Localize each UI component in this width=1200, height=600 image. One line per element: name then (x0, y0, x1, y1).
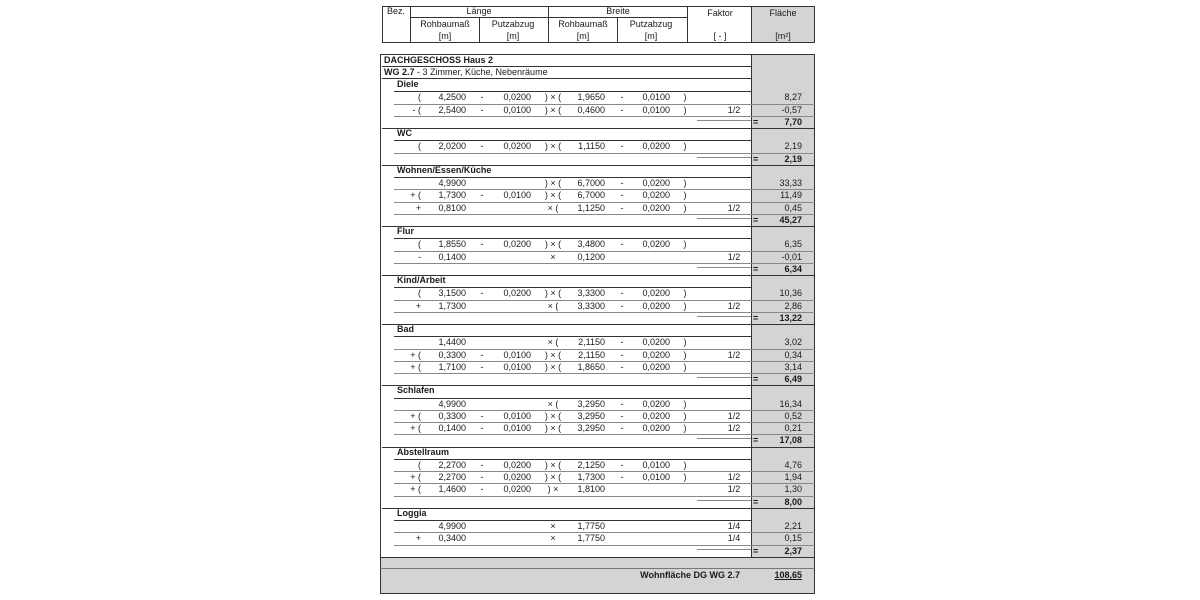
width-putzabzug: 0,0200 (642, 349, 670, 360)
header-breite-rohbaumass: Rohbaumaß (558, 19, 608, 29)
table-left-border (380, 54, 381, 593)
multiply-sign: ) × ( (544, 92, 562, 103)
equals-sign: = (753, 312, 759, 323)
area-value: 3,02 (784, 337, 802, 348)
length-rohbaumass: 4,9900 (438, 178, 466, 188)
factor-value: 1/4 (727, 521, 741, 531)
room-total: 17,08 (779, 435, 802, 446)
factor-subline (697, 120, 751, 121)
width-minus: - (620, 190, 624, 201)
area-value: 2,19 (784, 141, 802, 152)
room-name: Kind/Arbeit (397, 275, 446, 285)
area-value: -0,01 (781, 251, 802, 262)
area-value: 10,36 (779, 288, 802, 299)
width-rohbaumass: 1,7300 (577, 472, 605, 482)
width-minus: - (620, 178, 624, 188)
area-value: 8,27 (784, 92, 802, 103)
header-vline (410, 6, 411, 43)
line-operator: + ( (410, 484, 421, 495)
width-rohbaumass: 2,1250 (577, 459, 605, 470)
room-total: 8,00 (784, 496, 802, 507)
length-putzabzug: 0,0100 (503, 190, 531, 201)
width-minus: - (620, 239, 624, 250)
multiply-sign: ) × ( (544, 288, 562, 299)
line-divider (394, 373, 815, 374)
room-total: 6,34 (784, 263, 802, 274)
width-putzabzug: 0,0100 (642, 472, 670, 482)
multiply-sign: × ( (547, 300, 559, 311)
length-rohbaumass: 4,2500 (438, 92, 466, 103)
length-minus: - (480, 459, 484, 470)
multiply-sign: ) × ( (544, 472, 562, 482)
room-total: 13,22 (779, 312, 802, 323)
width-close-paren: ) (683, 104, 687, 115)
width-putzabzug: 0,0200 (642, 423, 670, 433)
table-bottom-border (380, 593, 815, 594)
equals-sign: = (753, 214, 759, 225)
width-putzabzug: 0,0200 (642, 361, 670, 372)
room-total: 45,27 (779, 214, 802, 225)
width-close-paren: ) (683, 141, 687, 152)
width-close-paren: ) (683, 361, 687, 372)
section-title: DACHGESCHOSS Haus 2 (384, 55, 494, 65)
length-minus: - (480, 104, 484, 115)
multiply-sign: ) × ( (544, 104, 562, 115)
length-putzabzug: 0,0200 (503, 288, 531, 299)
room-total: 6,49 (784, 374, 802, 384)
room-total: 2,19 (784, 153, 802, 164)
width-close-paren: ) (683, 300, 687, 311)
width-rohbaumass: 6,7000 (577, 178, 605, 188)
length-rohbaumass: 3,1500 (438, 288, 466, 299)
length-minus: - (480, 141, 484, 152)
multiply-sign: × ( (547, 337, 559, 348)
length-rohbaumass: 1,4400 (438, 337, 466, 348)
unit-title-border (382, 78, 752, 79)
width-close-paren: ) (683, 190, 687, 201)
line-divider (394, 116, 815, 117)
room-bottom-border (382, 557, 815, 558)
area-value: 0,34 (784, 349, 802, 360)
width-rohbaumass: 2,1150 (578, 337, 605, 348)
length-putzabzug: 0,0200 (503, 459, 531, 470)
line-operator: + ( (410, 190, 421, 201)
line-divider (394, 312, 815, 313)
room-bottom-border (382, 128, 815, 129)
unit-code: WG 2.7 (384, 67, 415, 77)
length-rohbaumass: 4,9900 (438, 398, 466, 409)
multiply-sign: ) × ( (544, 141, 562, 152)
line-operator: + ( (410, 423, 421, 433)
header-vline (751, 6, 752, 43)
length-rohbaumass: 1,8550 (438, 239, 466, 250)
header-laenge-putzabzug: Putzabzug (491, 19, 535, 29)
width-minus: - (620, 398, 624, 409)
equals-sign: = (753, 153, 759, 164)
area-value: 0,21 (784, 423, 802, 433)
footer-mid-border (380, 568, 815, 569)
length-rohbaumass: 0,8100 (438, 202, 466, 213)
width-close-paren: ) (683, 459, 687, 470)
width-putzabzug: 0,0200 (642, 288, 670, 299)
factor-subline (697, 377, 751, 378)
area-value: 1,30 (784, 484, 802, 495)
length-putzabzug: 0,0100 (503, 361, 531, 372)
width-rohbaumass: 3,2950 (577, 410, 605, 421)
width-close-paren: ) (683, 92, 687, 103)
width-putzabzug: 0,0200 (642, 239, 670, 250)
width-close-paren: ) (683, 337, 687, 348)
width-minus: - (620, 337, 624, 348)
area-value: 11,49 (780, 190, 802, 201)
width-rohbaumass: 2,1150 (578, 349, 605, 360)
width-rohbaumass: 3,4800 (577, 239, 605, 250)
length-minus: - (480, 361, 484, 372)
room-name: Abstellraum (397, 446, 450, 457)
width-rohbaumass: 3,2950 (577, 423, 605, 433)
multiply-sign: ) × ( (544, 178, 562, 188)
width-close-paren: ) (683, 178, 687, 188)
width-rohbaumass: 1,8650 (577, 361, 605, 372)
length-rohbaumass: 0,3300 (438, 410, 466, 421)
width-putzabzug: 0,0200 (642, 300, 670, 311)
header-vline (687, 6, 688, 43)
footer-label: Wohnfläche DG WG 2.7 (640, 570, 740, 580)
header-unit-m: [m] (576, 31, 590, 41)
room-name: Wohnen/Essen/Küche (397, 164, 492, 175)
factor-value: 1/2 (727, 104, 741, 115)
header-breite-putzabzug: Putzabzug (629, 19, 673, 29)
length-minus: - (480, 472, 484, 482)
room-bottom-border (382, 324, 815, 325)
room-name: WC (397, 128, 412, 138)
width-rohbaumass: 3,3300 (577, 300, 605, 311)
factor-value: 1/2 (727, 349, 741, 360)
area-column-divider (751, 54, 752, 557)
width-rohbaumass: 1,1150 (578, 141, 605, 152)
length-rohbaumass: 4,9900 (438, 521, 466, 531)
factor-subline (697, 316, 751, 317)
width-minus: - (620, 361, 624, 372)
header-unit-m: [m] (438, 31, 452, 41)
area-value: 2,86 (784, 300, 802, 311)
factor-subline (697, 438, 751, 439)
length-minus: - (480, 92, 484, 103)
factor-value: 1/4 (727, 533, 741, 544)
multiply-sign: × (550, 533, 556, 544)
room-name: Flur (397, 226, 414, 236)
line-operator: - (418, 251, 421, 262)
header-mid-border (410, 17, 688, 18)
width-putzabzug: 0,0100 (642, 104, 670, 115)
line-operator: ( (418, 288, 421, 299)
length-putzabzug: 0,0200 (503, 472, 531, 482)
line-operator: ( (418, 459, 421, 470)
width-putzabzug: 0,0200 (642, 141, 670, 152)
multiply-sign: ) × ( (544, 239, 562, 250)
line-operator: + ( (410, 349, 421, 360)
length-putzabzug: 0,0100 (503, 410, 531, 421)
equals-sign: = (753, 435, 759, 446)
header-vline (617, 17, 618, 43)
width-minus: - (620, 92, 624, 103)
width-minus: - (620, 349, 624, 360)
header-unit-m: [m] (644, 31, 658, 41)
length-putzabzug: 0,0200 (503, 92, 531, 103)
width-putzabzug: 0,0200 (642, 337, 670, 348)
header-unit-factor: [ - ] (713, 31, 727, 41)
header-bez: Bez. (386, 6, 406, 16)
width-minus: - (620, 410, 624, 421)
factor-subline (697, 549, 751, 550)
width-minus: - (620, 141, 624, 152)
length-rohbaumass: 2,0200 (438, 141, 466, 152)
width-rohbaumass: 3,3300 (577, 288, 605, 299)
factor-subline (697, 267, 751, 268)
length-minus: - (480, 423, 484, 433)
length-rohbaumass: 0,3400 (438, 533, 466, 544)
factor-value: 1/2 (727, 251, 741, 262)
width-close-paren: ) (683, 410, 687, 421)
equals-sign: = (753, 374, 759, 384)
length-minus: - (480, 410, 484, 421)
header-flaeche: Fläche (769, 8, 797, 18)
equals-sign: = (753, 545, 759, 556)
multiply-sign: × (550, 251, 556, 262)
width-rohbaumass: 1,9650 (577, 92, 605, 103)
length-rohbaumass: 2,2700 (438, 472, 466, 482)
equals-sign: = (753, 263, 759, 274)
room-name: Bad (397, 324, 415, 334)
header-vline (814, 6, 815, 43)
equals-sign: = (753, 496, 759, 507)
footer-shade (380, 557, 815, 593)
header-faktor: Faktor (707, 8, 733, 18)
width-rohbaumass: 1,8100 (577, 484, 605, 495)
room-total: 7,70 (784, 116, 802, 127)
width-close-paren: ) (683, 349, 687, 360)
width-putzabzug: 0,0200 (642, 202, 670, 213)
multiply-sign: ) × ( (544, 361, 562, 372)
room-bottom-border (382, 275, 815, 276)
line-operator: + (415, 202, 421, 213)
area-value: 1,94 (784, 472, 802, 482)
header-unit-m2: [m²] (775, 31, 791, 41)
area-value: 16,34 (779, 398, 802, 409)
line-operator: - ( (412, 104, 421, 115)
factor-subline (697, 218, 751, 219)
header-vline (382, 6, 383, 43)
length-putzabzug: 0,0200 (503, 484, 531, 495)
factor-value: 1/2 (727, 484, 741, 495)
line-operator: ( (418, 141, 421, 152)
width-minus: - (620, 300, 624, 311)
factor-subline (697, 500, 751, 501)
area-value: 0,45 (784, 202, 802, 213)
header-laenge-rohbaumass: Rohbaumaß (420, 19, 470, 29)
width-minus: - (620, 472, 624, 482)
line-operator: + ( (410, 410, 421, 421)
width-rohbaumass: 0,1200 (577, 251, 605, 262)
area-column-shade (752, 55, 814, 557)
area-value: 6,35 (784, 239, 802, 250)
width-close-paren: ) (683, 202, 687, 213)
length-rohbaumass: 0,3300 (438, 349, 466, 360)
width-minus: - (620, 104, 624, 115)
line-divider (394, 434, 815, 435)
length-rohbaumass: 1,7300 (438, 190, 466, 201)
width-minus: - (620, 288, 624, 299)
factor-subline (697, 157, 751, 158)
width-putzabzug: 0,0200 (642, 178, 670, 188)
multiply-sign: ) × ( (544, 349, 562, 360)
width-minus: - (620, 202, 624, 213)
length-minus: - (480, 190, 484, 201)
header-breite: Breite (606, 6, 630, 16)
multiply-sign: × ( (547, 202, 559, 213)
factor-value: 1/2 (727, 410, 741, 421)
multiply-sign: ) × (547, 484, 559, 495)
room-name: Loggia (397, 507, 427, 518)
width-rohbaumass: 3,2950 (577, 398, 605, 409)
width-putzabzug: 0,0100 (642, 92, 670, 103)
length-putzabzug: 0,0100 (503, 349, 531, 360)
width-close-paren: ) (683, 398, 687, 409)
room-total: 2,37 (784, 545, 802, 556)
header-vline (548, 6, 549, 43)
width-rohbaumass: 1,1250 (577, 202, 605, 213)
width-close-paren: ) (683, 472, 687, 482)
width-close-paren: ) (683, 288, 687, 299)
width-putzabzug: 0,0200 (642, 398, 670, 409)
room-name: Diele (397, 79, 419, 89)
room-bottom-border (382, 226, 815, 227)
width-minus: - (620, 459, 624, 470)
room-bottom-border (382, 508, 815, 509)
room-name: Schlafen (397, 385, 435, 396)
area-value: 2,21 (784, 521, 802, 531)
width-rohbaumass: 6,7000 (577, 190, 605, 201)
factor-value: 1/2 (727, 423, 741, 433)
area-value: 3,14 (784, 361, 802, 372)
footer-total-value: 108,65 (774, 570, 802, 580)
header-unit-m: [m] (506, 31, 520, 41)
line-operator: + ( (410, 361, 421, 372)
header-laenge: Länge (466, 6, 492, 16)
equals-sign: = (753, 116, 759, 127)
width-putzabzug: 0,0200 (642, 410, 670, 421)
multiply-sign: ) × ( (544, 423, 562, 433)
multiply-sign: × ( (547, 398, 559, 409)
length-rohbaumass: 0,1400 (438, 251, 466, 262)
length-rohbaumass: 2,2700 (438, 459, 466, 470)
width-minus: - (620, 423, 624, 433)
line-divider (394, 263, 815, 264)
width-putzabzug: 0,0200 (642, 190, 670, 201)
area-value: 4,76 (784, 459, 802, 470)
unit-title (384, 67, 548, 78)
length-rohbaumass: 1,7300 (438, 300, 466, 311)
line-operator: ( (418, 239, 421, 250)
multiply-sign: × (550, 521, 556, 531)
length-putzabzug: 0,0200 (503, 141, 531, 152)
length-minus: - (480, 288, 484, 299)
length-rohbaumass: 1,4600 (438, 484, 466, 495)
factor-value: 1/2 (727, 472, 741, 482)
length-minus: - (480, 239, 484, 250)
line-operator: + (415, 300, 421, 311)
area-value: 0,15 (784, 533, 802, 544)
length-minus: - (480, 349, 484, 360)
line-operator: + ( (410, 472, 421, 482)
width-rohbaumass: 1,7750 (577, 521, 605, 531)
width-close-paren: ) (683, 423, 687, 433)
room-bottom-border (382, 385, 815, 386)
width-rohbaumass: 0,4600 (577, 104, 605, 115)
multiply-sign: ) × ( (544, 459, 562, 470)
header-vline (479, 17, 480, 43)
length-rohbaumass: 0,1400 (438, 423, 466, 433)
width-rohbaumass: 1,7750 (577, 533, 605, 544)
length-rohbaumass: 1,7100 (438, 361, 466, 372)
line-operator: ( (418, 92, 421, 103)
length-putzabzug: 0,0100 (503, 423, 531, 433)
line-operator: + (415, 533, 421, 544)
line-divider (394, 153, 815, 154)
length-minus: - (480, 484, 484, 495)
width-close-paren: ) (683, 239, 687, 250)
line-divider (394, 214, 815, 215)
multiply-sign: ) × ( (544, 410, 562, 421)
line-divider (394, 496, 815, 497)
factor-value: 1/2 (727, 300, 741, 311)
length-rohbaumass: 2,5400 (438, 104, 466, 115)
line-divider (394, 545, 815, 546)
width-putzabzug: 0,0100 (642, 459, 670, 470)
length-putzabzug: 0,0100 (503, 104, 531, 115)
area-value: 0,52 (784, 410, 802, 421)
area-value: 33,33 (779, 178, 802, 188)
length-putzabzug: 0,0200 (503, 239, 531, 250)
area-value: -0,57 (781, 104, 802, 115)
factor-value: 1/2 (727, 202, 741, 213)
multiply-sign: ) × ( (544, 190, 562, 201)
unit-description: - 3 Zimmer, Küche, Nebenräume (414, 67, 548, 77)
